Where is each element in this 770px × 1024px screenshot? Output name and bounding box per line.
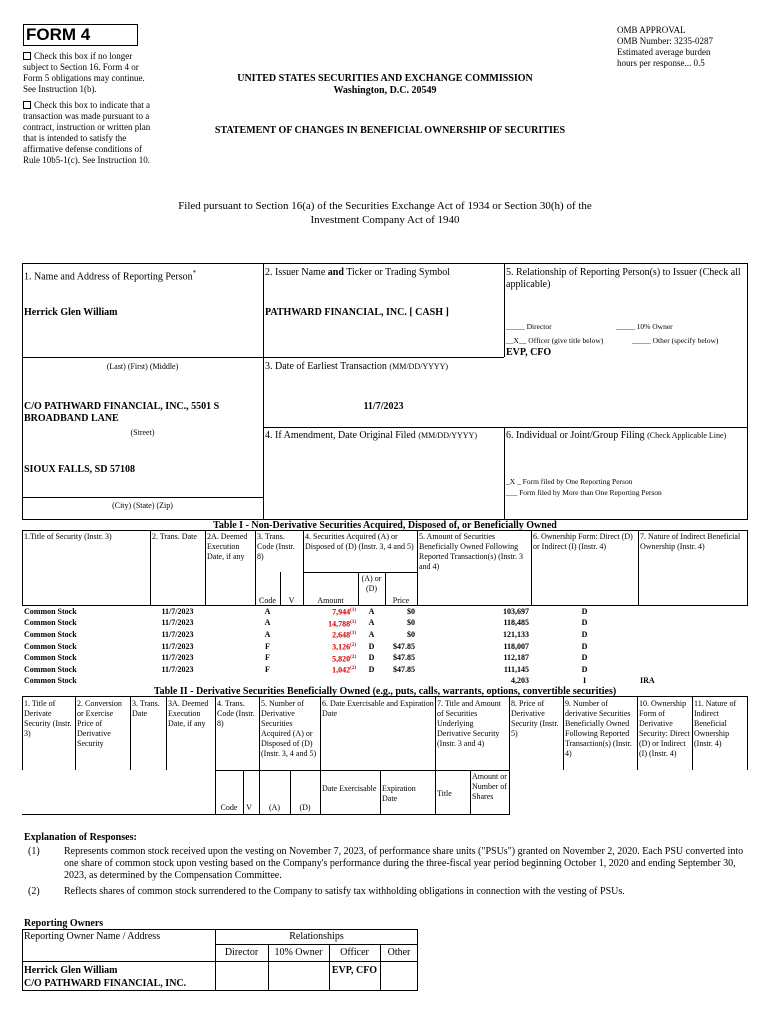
footnote-ref[interactable]: (2) (350, 642, 356, 648)
cell-code (255, 618, 280, 630)
cell-title-value: Common Stock (24, 641, 77, 651)
table2-title: Table II - Derivative Securities Beneficially Owned (e.g., puts, calls, warrants, options, convertible securities) (153, 686, 617, 697)
t2-sub-a: (A) (268, 803, 281, 812)
box4-label (265, 430, 505, 442)
cell-code-value: F (265, 665, 270, 675)
cell-ad-value: A (368, 606, 375, 616)
cell-amount (303, 606, 358, 618)
cell-form (531, 606, 638, 618)
cell-empty (205, 618, 255, 630)
box2-label (265, 267, 501, 279)
cell-title-value: Common Stock (24, 675, 77, 685)
cell-ad-value: D (368, 641, 375, 651)
t2-h6: 6. Date Exercisable and Expiration Date (322, 699, 434, 718)
box2-label-and: and (327, 267, 344, 278)
cell-date-value: 11/7/2023 (161, 653, 194, 663)
cell-title (22, 618, 150, 630)
agency-line1: UNITED STATES SECURITIES AND EXCHANGE COMMISSION (237, 73, 533, 84)
reporting-owners-heading: Reporting Owners (24, 918, 104, 929)
city-hint: (City) (State) (Zip) (112, 501, 173, 510)
cell-form (531, 664, 638, 676)
table-row (22, 629, 748, 641)
t2-h3a: 3A. Deemed Execution Date, if any (168, 699, 209, 728)
t1-sub-aord: (A) or (D) (361, 574, 382, 593)
cell-date-value: 11/7/2023 (161, 641, 194, 651)
street-hint: (Street) (130, 428, 155, 437)
t2-h7: 7. Title and Amount of Securities Underlying Derivative Security (Instr. 3 and 4) (437, 699, 502, 748)
filing-option-one: _X _ Form filed by One Reporting Person (506, 477, 633, 486)
box3-label (265, 361, 501, 373)
t2-sub-v: V (246, 803, 252, 812)
cell-empty (280, 641, 303, 653)
omb-line1: OMB APPROVAL (617, 25, 686, 35)
cell-price-value: $0 (407, 630, 415, 640)
owners-col-relationships: Relationships (289, 931, 344, 942)
table1-rows (22, 606, 748, 686)
cell-title (22, 606, 150, 618)
footnote-ref[interactable]: (1) (350, 631, 356, 637)
cell-title-value: Common Stock (24, 618, 77, 628)
cell-date-value: 11/7/2023 (161, 665, 194, 675)
footnote-ref[interactable]: (1) (350, 619, 356, 625)
reporting-person-name: Herrick Glen William (24, 307, 118, 318)
cell-date-value: 11/7/2023 (161, 630, 194, 640)
cell-ad (358, 606, 385, 618)
earliest-transaction-date: 11/7/2023 (363, 401, 404, 412)
cell-price (385, 618, 417, 630)
owners-col-officer: Officer (340, 947, 369, 958)
cell-nature (638, 618, 748, 630)
relationship-director: _____ Director (506, 322, 552, 331)
cell-form (531, 653, 638, 665)
cell-form (531, 641, 638, 653)
omb-line4: hours per response... 0.5 (617, 58, 705, 68)
checkbox-icon[interactable] (23, 52, 31, 60)
filed-pursuant-line2: Investment Company Act of 1940 (310, 214, 460, 226)
t2-h11: 11. Nature of Indirect Beneficial Ownership (Instr. 4) (694, 699, 737, 748)
owners-col-name: Reporting Owner Name / Address (24, 931, 161, 942)
agency-name (160, 73, 610, 97)
t1-sub-amount: Amount (317, 596, 344, 605)
cell-nature (638, 664, 748, 676)
cell-price-value: $47.85 (393, 641, 415, 651)
cell-title (22, 664, 150, 676)
cell-amount (303, 676, 358, 686)
cell-amount (303, 629, 358, 641)
table1-title: Table I - Non-Derivative Securities Acquired, Disposed of, or Beneficially Owned (213, 520, 557, 531)
t2-h9: 9. Number of derivative Securities Beneficially Owned Following Reported Transaction(s) (Instr. 4) (565, 699, 632, 758)
cell-date (150, 618, 205, 630)
relationship-10pct: _____ 10% Owner (616, 322, 673, 331)
cell-amount-value: 7,944 (332, 607, 351, 617)
cell-owned (417, 618, 531, 630)
cell-title (22, 629, 150, 641)
omb-approval (617, 25, 767, 69)
box1-label (24, 267, 260, 283)
cell-owned (417, 664, 531, 676)
cell-amount-value: 14,788 (328, 619, 351, 629)
t2-h3: 3. Trans. Date (132, 699, 160, 718)
t2-h2: 2. Conversion or Exercise Price of Derivative Security (77, 699, 122, 748)
cell-amount-value: 1,042 (332, 665, 351, 675)
cell-title (22, 653, 150, 665)
checkbox-no-longer-subject[interactable] (23, 51, 151, 95)
cell-price-value: $47.85 (393, 653, 415, 663)
cell-price (385, 653, 417, 665)
box3-label-text: 3. Date of Earliest Transaction (265, 361, 387, 372)
box6-label-text: 6. Individual or Joint/Group Filing (506, 430, 645, 441)
cell-code-value: F (265, 653, 270, 663)
t2-sub-d: (D) (299, 803, 311, 812)
cell-price-value: $47.85 (393, 665, 415, 675)
table-row (22, 618, 748, 630)
t2-sub-exp: Expiration Date (382, 784, 416, 803)
cell-empty (205, 606, 255, 618)
footnote-1-mark: (1) (28, 846, 40, 857)
t1-h1: 1.Title of Security (Instr. 3) (24, 532, 112, 541)
cell-amount (303, 618, 358, 630)
cell-owned (417, 653, 531, 665)
cell-ad-value: A (368, 630, 375, 640)
agency-line2: Washington, D.C. 20549 (333, 85, 437, 96)
cell-empty (280, 618, 303, 630)
box1-label-text: 1. Name and Address of Reporting Person (24, 271, 193, 283)
footnote-2-text: Reflects shares of common stock surrendered to the Company to satisfy tax withholding obligations in connection with the vesting of PSUs. (64, 886, 625, 897)
cell-nature (638, 653, 748, 665)
cell-empty (205, 676, 255, 686)
cell-title (22, 676, 150, 686)
t1-h2a: 2A. Deemed Execution Date, if any (207, 532, 248, 561)
cell-ad-value: D (368, 653, 375, 663)
cell-title-value: Common Stock (24, 665, 77, 675)
t2-sub-code: Code (220, 803, 238, 812)
cell-code-value: A (264, 606, 271, 616)
cell-code-value: F (265, 641, 270, 651)
cell-amount-value: 5,820 (332, 654, 351, 664)
cell-owned-value: 4,203 (511, 675, 529, 685)
cell-empty (205, 664, 255, 676)
cell-nature-value: IRA (640, 675, 655, 685)
box2-label-a: 2. Issuer Name (265, 267, 328, 278)
cell-owned-value: 112,187 (503, 653, 529, 663)
t1-h2: 2. Trans. Date (152, 532, 197, 541)
cell-price (385, 664, 417, 676)
t2-h5: 5. Number of Derivative Securities Acquired (A) or Disposed of (D) (Instr. 3, 4 and 5) (261, 699, 317, 758)
cell-date (150, 606, 205, 618)
footnote-ref[interactable]: (1) (350, 608, 356, 613)
owners-col-director: Director (224, 947, 259, 958)
t2-sub-title: Title (437, 789, 452, 798)
cell-date-value: 11/7/2023 (161, 618, 194, 628)
omb-line3: Estimated average burden (617, 47, 711, 57)
cell-date-value: 11/7/2023 (161, 606, 194, 616)
cell-form-value: D (581, 641, 588, 651)
cell-form (531, 629, 638, 641)
cell-ad (358, 653, 385, 665)
cell-price (385, 641, 417, 653)
cell-code (255, 641, 280, 653)
footnote-1-text: Represents common stock received upon the vesting on November 7, 2023, of performance share units ("PSUs") granted on November 2, 2020. Each PSU converted into one share of common stock upon vesting based on the Company's performance during the three-fiscal year period beginning October 1, 2020 and ending September 30, 2023, as determined by the Compensation Committee. (64, 846, 744, 881)
cell-owned (417, 676, 531, 686)
filed-pursuant-line1: Filed pursuant to Section 16(a) of the Securities Exchange Act of 1934 or Section 30(h) of the (178, 200, 592, 212)
box6-label (506, 430, 746, 442)
cell-title-value: Common Stock (24, 653, 77, 663)
cell-empty (205, 653, 255, 665)
cell-form (531, 618, 638, 630)
explanation-heading: Explanation of Responses: (24, 832, 137, 843)
issuer-name: PATHWARD FINANCIAL, INC. [ CASH ] (265, 307, 449, 318)
cell-nature (638, 676, 748, 686)
table-row (22, 664, 748, 676)
cell-form-value: I (582, 675, 587, 685)
cell-code-value: A (264, 630, 271, 640)
t2-h10: 10. Ownership Form of Derivative Security: Direct (D) or Indirect (I) (Instr. 4) (639, 699, 690, 758)
cell-ad-value: D (368, 665, 375, 675)
cell-code (255, 629, 280, 641)
t2-h1: 1. Title of Derivate Security (Instr. 3) (24, 699, 72, 738)
t1-h3: 3. Trans. Code (Instr. 8) (257, 532, 295, 561)
owner-address: C/O PATHWARD FINANCIAL, INC. (24, 978, 187, 989)
checkbox-icon[interactable] (23, 101, 31, 109)
cell-owned (417, 641, 531, 653)
cell-ad (358, 629, 385, 641)
relationship-other: _____ Other (specify below) (632, 336, 719, 345)
filed-pursuant (100, 199, 670, 227)
t2-h8: 8. Price of Derivative Security (Instr. 5) (511, 699, 559, 738)
cell-nature (638, 629, 748, 641)
cell-form-value: D (581, 618, 588, 628)
cell-ad (358, 618, 385, 630)
cell-title-value: Common Stock (24, 630, 77, 640)
owner-officer-value: EVP, CFO (331, 965, 378, 976)
cell-date (150, 676, 205, 686)
cell-empty (280, 629, 303, 641)
cell-empty (280, 606, 303, 618)
cell-form-value: D (581, 665, 588, 675)
t1-h7: 7. Nature of Indirect Beneficial Ownership (Instr. 4) (640, 532, 741, 551)
cell-date (150, 664, 205, 676)
cell-owned-value: 118,007 (503, 641, 529, 651)
cell-nature (638, 606, 748, 618)
box4-label-text: 4. If Amendment, Date Original Filed (265, 430, 416, 441)
table-row (22, 653, 748, 665)
box5-label: 5. Relationship of Reporting Person(s) to Issuer (Check all applicable) (506, 267, 741, 290)
footnote-2-mark: (2) (28, 886, 40, 897)
cell-code (255, 664, 280, 676)
omb-line2: OMB Number: 3235-0287 (617, 36, 713, 46)
table-row (22, 641, 748, 653)
cell-code (255, 653, 280, 665)
cell-title-value: Common Stock (24, 606, 77, 616)
box4-label-fmt: (MM/DD/YYYY) (418, 431, 477, 440)
checkbox-rule-10b5[interactable] (23, 100, 151, 166)
cell-form-value: D (581, 606, 588, 616)
t1-h5: 5. Amount of Securities Beneficially Owned Following Reported Transaction(s) (Instr. 3 and 4) (419, 532, 523, 571)
owners-col-other: Other (387, 947, 411, 958)
filing-option-multiple: ___ Form filed by More than One Reporting Person (506, 488, 662, 497)
cell-ad (358, 676, 385, 686)
cell-owned-value: 103,697 (503, 606, 529, 616)
t1-h6: 6. Ownership Form: Direct (D) or Indirect (I) (Instr. 4) (533, 532, 633, 551)
box2-label-b: Ticker or Trading Symbol (343, 267, 451, 278)
relationship-officer: __X__ Officer (give title below) (506, 336, 604, 345)
cell-form-value: D (581, 630, 588, 640)
cell-empty (280, 664, 303, 676)
cell-price (385, 606, 417, 618)
name-hint: (Last) (First) (Middle) (106, 362, 179, 371)
owners-col-10pct: 10% Owner (274, 947, 323, 958)
t1-sub-price: Price (392, 596, 410, 605)
checkbox-no-longer-subject-label: Check this box if no longer subject to Section 16. Form 4 or Form 5 obligations may continue. See Instruction 1(b). (23, 51, 145, 94)
cell-amount (303, 664, 358, 676)
cell-date (150, 653, 205, 665)
t1-sub-v: V (288, 596, 295, 605)
cell-owned-value: 118,485 (503, 618, 529, 628)
cell-owned-value: 111,145 (503, 665, 529, 675)
cell-price-value: $0 (407, 618, 415, 628)
owner-name: Herrick Glen William (24, 965, 118, 976)
t2-h4: 4. Trans. Code (Instr. 8) (217, 699, 255, 728)
cell-owned-value: 121,133 (503, 630, 529, 640)
street-address: C/O PATHWARD FINANCIAL, INC., 5501 S BROADBAND LANE (24, 401, 220, 424)
cell-price-value: $0 (407, 606, 415, 616)
cell-amount (303, 641, 358, 653)
cell-owned (417, 606, 531, 618)
cell-form-value: D (581, 653, 588, 663)
cell-ad (358, 664, 385, 676)
form-title: FORM 4 (26, 25, 91, 44)
cell-amount (303, 653, 358, 665)
cell-amount-value: 2,648 (332, 630, 351, 640)
statement-title: STATEMENT OF CHANGES IN BENEFICIAL OWNERSHIP OF SECURITIES (214, 125, 566, 136)
t2-sub-amount: Amount or Number of Shares (472, 772, 507, 801)
cell-price (385, 629, 417, 641)
box6-label-small: (Check Applicable Line) (647, 431, 727, 440)
t1-sub-code: Code (259, 596, 276, 605)
officer-title: EVP, CFO (506, 347, 552, 358)
footnote-ref[interactable]: (2) (350, 666, 356, 672)
cell-price (385, 676, 417, 686)
cell-code-value: A (264, 618, 271, 628)
cell-code (255, 606, 280, 618)
box3-label-fmt: (MM/DD/YYYY) (389, 362, 449, 371)
cell-date (150, 641, 205, 653)
cell-code (255, 676, 280, 686)
cell-empty (205, 629, 255, 641)
checkbox-rule-10b5-label: Check this box to indicate that a transaction was made pursuant to a contract, instruction or written plan that is intended to satisfy the affirmative defense conditions of Rule 10b5-1(c). See Instruction 10. (23, 100, 151, 165)
t1-h4: 4. Securities Acquired (A) or Disposed of (D) (Instr. 3, 4 and 5) (305, 532, 414, 551)
cell-owned (417, 629, 531, 641)
t2-sub-date-ex: Date Exercisable (322, 784, 377, 793)
cell-ad-value: A (368, 618, 375, 628)
cell-empty (280, 653, 303, 665)
cell-nature (638, 641, 748, 653)
cell-ad (358, 641, 385, 653)
cell-empty (280, 676, 303, 686)
table-row (22, 606, 748, 618)
city-state-zip: SIOUX FALLS, SD 57108 (24, 464, 135, 475)
table-row (22, 676, 748, 686)
cell-amount-value: 3,126 (332, 642, 351, 652)
cell-title (22, 641, 150, 653)
cell-date (150, 629, 205, 641)
footnote-ref[interactable]: (2) (350, 654, 356, 660)
cell-empty (205, 641, 255, 653)
box1-label-mark: * (192, 269, 197, 277)
reporting-info-grid (22, 263, 748, 520)
cell-form (531, 676, 638, 686)
